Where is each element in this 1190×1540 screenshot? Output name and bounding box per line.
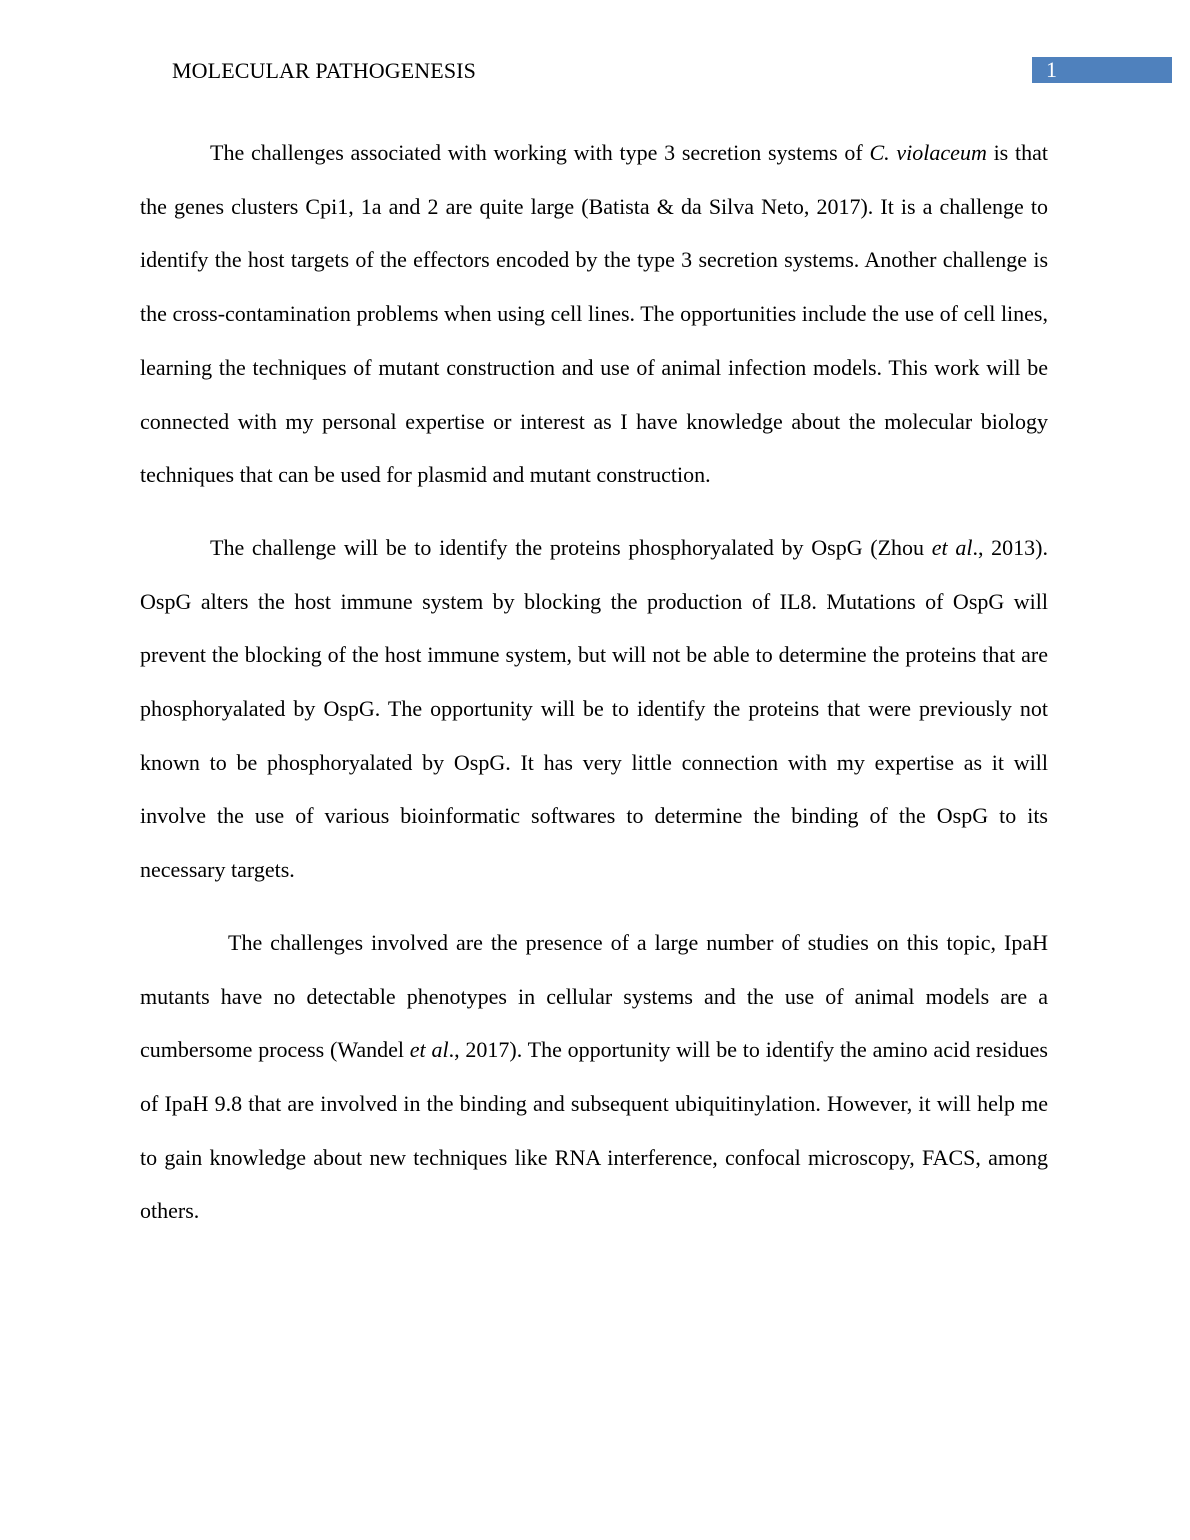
paragraph-3-text-b: ., 2017). The opportunity will be to identify the amino acid residues of IpaH 9.8 that are involved in the binding and subsequent ubiquitinylation. However, it will help me to gain knowledge about new techniques like RNA interference, confocal microscopy, FACS, among others. [140, 1037, 1048, 1224]
paragraph-2-text-a: The challenge will be to identify the proteins phosphoryalated by OspG (Zhou [210, 534, 932, 560]
paragraph-2 [140, 521, 1048, 897]
page-number-box [1032, 57, 1172, 83]
page-number: 1 [1046, 57, 1057, 82]
paragraph-2-text-b: ., 2013). OspG alters the host immune system by blocking the production of IL8. Mutations of OspG will prevent the blocking of the host immune system, but will not be able to determine the proteins that are phosphoryalated by OspG. The opportunity will be to identify the proteins that were previously not known to be phosphoryalated by OspG. It has very little connection with my expertise as it will involve the use of various bioinformatic softwares to determine the binding of the OspG to its necessary targets. [140, 534, 1049, 883]
paragraph-1-text-a: The challenges associated with working with type 3 secretion systems of [210, 140, 870, 165]
paragraph-1-italic-species: C. violaceum [869, 140, 987, 165]
paragraph-3-text-a: The challenges involved are the presence of a large number of studies on this topic, IpaH mutants have no detectable phenotypes in cellular systems and the use of animal models are a cumbersome process (Wandel [140, 929, 1048, 1063]
paragraph-3-italic-citation: et al [409, 1037, 449, 1063]
paragraph-1-text-b: is that the genes clusters Cpi1, 1a and 2 are quite large (Batista & da Silva Neto, 2017). It is a challenge to identify the host targets of the effectors encoded by the type 3 secretion systems. Another challenge is the cross-contamination problems when using cell lines. The opportunities include the use of cell lines, learning the techniques of mutant construction and use of animal infection models. This work will be connected with my personal expertise or interest as I have knowledge about the molecular biology techniques that can be used for plasmid and mutant construction. [140, 140, 1048, 488]
paragraph-2-italic-citation: et al [931, 534, 973, 560]
running-head: MOLECULAR PATHOGENESIS [172, 58, 476, 83]
paragraph-3 [140, 916, 1048, 1238]
paragraph-1 [140, 126, 1048, 502]
document-body [140, 126, 1048, 1257]
